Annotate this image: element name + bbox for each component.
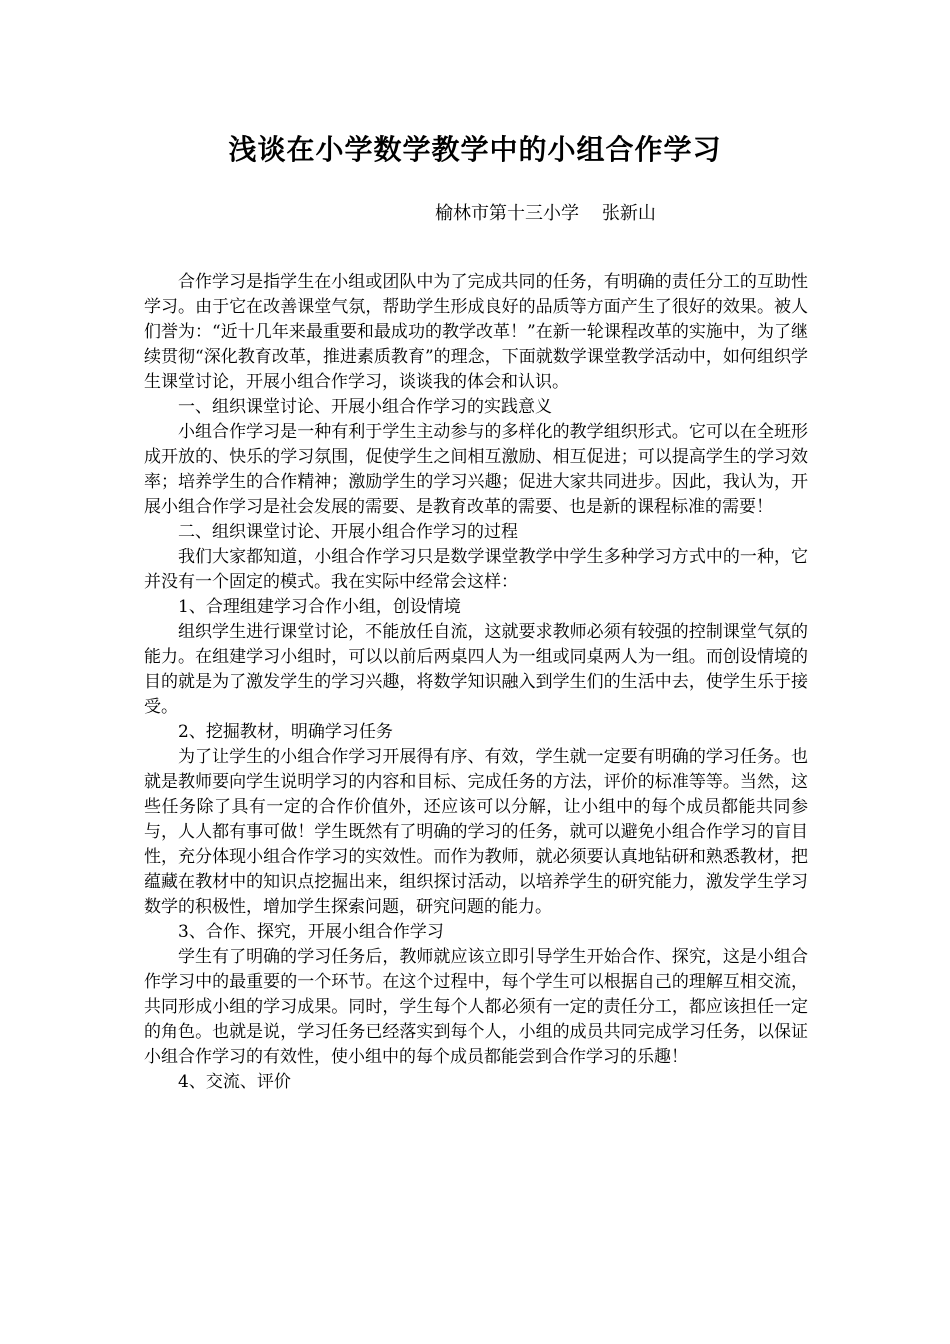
author-line: 榆林市第十三小学 张新山 <box>435 203 656 224</box>
section-heading: 3、合作、探究，开展小组合作学习 <box>178 922 444 942</box>
section-heading: 二、组织课堂讨论、开展小组合作学习的过程 <box>178 522 518 542</box>
document-body <box>144 270 808 1095</box>
body-paragraph: 学生有了明确的学习任务后，教师就应该立即引导学生开始合作、探究，这是小组合作学习中的最重要的一个环节。在这个过程中，每个学生可以根据自己的理解互相交流，共同形成小组的学习成果。同时，学生每个人都必须有一定的责任分工，都应该担任一定的角色。也就是说，学习任务已经落实到每个人，小组的成员共同完成学习任务，以保证小组合作学习的有效性，使小组中的每个成员都能尝到合作学习的乐趣！ <box>144 947 808 1067</box>
section-heading: 4、交流、评价 <box>178 1072 291 1092</box>
body-paragraph: 合作学习是指学生在小组或团队中为了完成共同的任务，有明确的责任分工的互助性学习。由于它在改善课堂气氛，帮助学生形成良好的品质等方面产生了很好的效果。被人们誉为：“近十几年来最重要和最成功的教学改革！”在新一轮课程改革的实施中，为了继续贯彻“深化教育改革，推进素质教育”的理念，下面就数学课堂教学活动中，如何组织学生课堂讨论，开展小组合作学习，谈谈我的体会和认识。 <box>144 272 808 392</box>
body-paragraph: 组织学生进行课堂讨论，不能放任自流，这就要求教师必须有较强的控制课堂气氛的能力。在组建学习小组时，可以以前后两桌四人为一组或同桌两人为一组。而创设情境的目的就是为了激发学生的学习兴趣，将数学知识融入到学生们的生活中去，使学生乐于接受。 <box>144 622 808 717</box>
body-paragraph: 我们大家都知道，小组合作学习只是数学课堂教学中学生多种学习方式中的一种，它并没有一个固定的模式。我在实际中经常会这样： <box>144 547 808 592</box>
section-heading: 1、合理组建学习合作小组，创设情境 <box>178 597 461 617</box>
section-heading: 2、挖掘教材，明确学习任务 <box>178 722 393 742</box>
body-paragraph: 为了让学生的小组合作学习开展得有序、有效，学生就一定要有明确的学习任务。也就是教师要向学生说明学习的内容和目标、完成任务的方法，评价的标准等等。当然，这些任务除了具有一定的合作价值外，还应该可以分解，让小组中的每个成员都能共同参与，人人都有事可做！学生既然有了明确的学习的任务，就可以避免小组合作学习的盲目性，充分体现小组合作学习的实效性。而作为教师，就必须要认真地钻研和熟悉教材，把蕴藏在教材中的知识点挖掘出来，组织探讨活动，以培养学生的研究能力，激发学生学习数学的积极性，增加学生探索问题，研究问题的能力。 <box>144 747 808 917</box>
section-heading: 一、组织课堂讨论、开展小组合作学习的实践意义 <box>178 397 552 417</box>
document-title: 浅谈在小学数学教学中的小组合作学习 <box>228 133 722 166</box>
body-paragraph: 小组合作学习是一种有利于学生主动参与的多样化的教学组织形式。它可以在全班形成开放的、快乐的学习氛围，促使学生之间相互激励、相互促进；可以提高学生的学习效率；培养学生的合作精神；激励学生的学习兴趣；促进大家共同进步。因此，我认为，开展小组合作学习是社会发展的需要、是教育改革的需要、也是新的课程标准的需要！ <box>144 422 808 517</box>
